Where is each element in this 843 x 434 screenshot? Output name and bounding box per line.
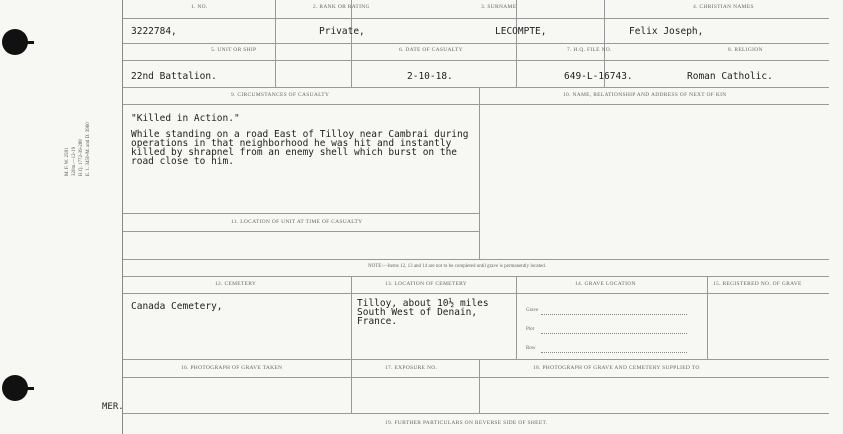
label-religion: 8. RELIGION xyxy=(728,47,763,53)
punch-hole-top xyxy=(2,29,28,55)
label-next-of-kin: 10. NAME, RELATIONSHIP AND ADDRESS OF NEXT OF KIN xyxy=(563,92,727,98)
file-value: 649-L-16743. xyxy=(564,71,633,82)
label-no: 1. NO. xyxy=(191,4,208,10)
label-cemetery-location: 13. LOCATION OF CEMETERY xyxy=(385,281,468,287)
christian-names-value: Felix Joseph, xyxy=(629,26,704,37)
religion-value: Roman Catholic. xyxy=(687,71,773,82)
label-surname: 3. SURNAME xyxy=(481,4,517,10)
circumstances-text: While standing on a road East of Tilloy near Cambrai during operations in that neighborhood he was hit and instantly killed by shrapnel from an enemy shell which burst on the road close to him. xyxy=(131,129,469,167)
grave-field-line xyxy=(541,313,687,315)
label-exposure: 17. EXPOSURE NO. xyxy=(385,365,438,371)
mer-mark: MER. xyxy=(102,402,124,412)
plot-field-line xyxy=(541,332,687,334)
form-print-code xyxy=(64,96,92,176)
label-christian-names: 4. CHRISTIAN NAMES xyxy=(693,4,754,10)
label-grave-location: 14. GRAVE LOCATION xyxy=(575,281,636,287)
print-line: H.Q. 1772-39-288 xyxy=(79,139,84,176)
service-number: 3222784, xyxy=(131,26,177,37)
label-unit: 5. UNIT OR SHIP xyxy=(211,47,257,53)
grave-note: NOTE:—Items 12, 13 and 14 are not to be completed until grave is permanently located. xyxy=(368,264,547,269)
surname-value: LECOMPTE, xyxy=(495,26,547,37)
date-value: 2-10-18. xyxy=(407,71,453,82)
print-line: 320m.—12-19 xyxy=(72,146,77,176)
plot-field-label: Plot xyxy=(526,327,535,332)
unit-value: 22nd Battalion. xyxy=(131,71,217,82)
print-line: E. 1. 3450-M. and D. 3960 xyxy=(86,122,91,176)
cemetery-value: Canada Cemetery, xyxy=(131,301,223,312)
print-line: M. F. W. 2581 xyxy=(65,147,70,176)
footer-note: 19. FURTHER PARTICULARS ON REVERSE SIDE OF SHEET. xyxy=(385,420,548,426)
casualty-form xyxy=(122,0,829,434)
grave-field-label: Grave xyxy=(526,308,539,313)
label-rank: 2. RANK OR RATING xyxy=(313,4,370,10)
row-field-label: Row xyxy=(526,346,536,351)
circumstances-headline: "Killed in Action." xyxy=(131,113,240,124)
label-date: 6. DATE OF CASUALTY xyxy=(399,47,463,53)
row-field-line xyxy=(541,351,687,353)
label-photo-supplied: 18. PHOTOGRAPH OF GRAVE AND CEMETERY SUPPLIED TO xyxy=(533,365,700,371)
label-circumstances: 9. CIRCUMSTANCES OF CASUALTY xyxy=(231,92,330,98)
cemetery-location-value: Tilloy, about 10½ miles South West of Denain, France. xyxy=(357,298,489,327)
label-registered-no: 15. REGISTERED NO. OF GRAVE xyxy=(713,281,802,287)
rank-value: Private, xyxy=(319,26,365,37)
label-cemetery: 12. CEMETERY xyxy=(215,281,257,287)
punch-hole-bottom xyxy=(2,375,28,401)
label-file: 7. H.Q. FILE NO. xyxy=(567,47,612,53)
label-unit-location: 11. LOCATION OF UNIT AT TIME OF CASUALTY xyxy=(231,219,363,225)
label-photo-taken: 16. PHOTOGRAPH OF GRAVE TAKEN xyxy=(181,365,283,371)
